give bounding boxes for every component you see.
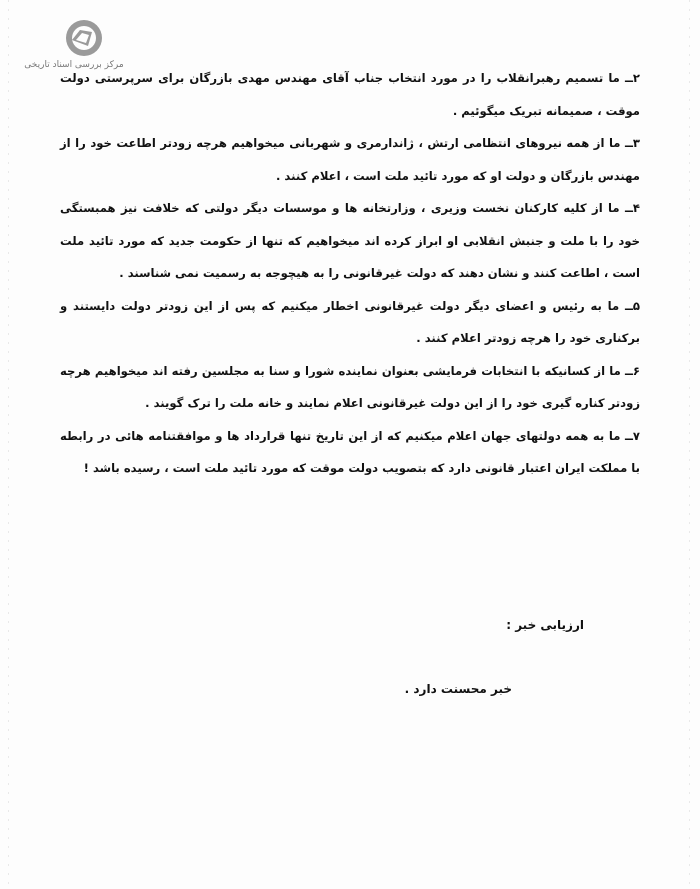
clause-4: ۴ــ ما از کلیه کارکنان نخست وزیری ، وزارتخانه ها و موسسات دیگر دولتی که خلافت نیز همبستگی خود را با ملت و جنبش انقلابی او ابراز کرده اند میخواهیم که تنها از حکومت جدید که مورد تائید ملت است ، اطاعت کنند و نشان دهند که دولت غیرقانونی را به هیچوجه به رسمیت نمی شناسند .	[60, 201, 640, 280]
scan-edge-noise	[689, 0, 690, 889]
scan-edge-noise	[8, 0, 9, 889]
assessment-label: ارزیابی خبر :	[506, 618, 584, 632]
clause-3: ۳ــ ما از همه نیروهای انتظامی ارتش ، ژاندارمری و شهربانی میخواهیم هرچه زودتر اطاعت خود را از مهندس بازرگان و دولت او که مورد تائید ملت است ، اعلام کنند .	[60, 136, 640, 183]
assessment-note: خبر محسنت دارد .	[404, 682, 512, 696]
clause-7: ۷ــ ما به همه دولتهای جهان اعلام میکنیم که از این تاریخ تنها قرارداد ها و موافقتنامه هائی در رابطه با مملکت ایران اعتبار قانونی دارد که بتصویب دولت موقت که مورد تائید ملت است ، رسیده باشد !	[60, 428, 640, 475]
clause-5: ۵ــ ما به رئیس و اعضای دیگر دولت غیرقانونی اخطار میکنیم که پس از این زودتر دولت دایستند و برکناری خود را هرچه زودتر اعلام کنند .	[60, 298, 640, 345]
archive-logo-text: مرکز بررسی اسناد تاریخی	[24, 60, 124, 70]
document-body	[60, 62, 640, 485]
clause-6: ۶ــ ما از کسانیکه با انتخابات فرمایشی بعنوان نماینده شورا و سنا به مجلسین رفته اند میخواهیم هرچه زودتر کناره گیری خود را از این دولت غیرقانونی اعلام نمایند و خانه ملت را ترک گویند .	[60, 363, 640, 410]
assessment-block	[364, 618, 584, 696]
archive-emblem-icon	[58, 18, 108, 58]
clause-2: ۲ــ ما تسمیم رهبرانقلاب را در مورد انتخاب جناب آقای مهندس مهدی بازرگان برای سرپرستی دولت موقت ، صمیمانه تبریک میگوئیم .	[60, 71, 640, 118]
